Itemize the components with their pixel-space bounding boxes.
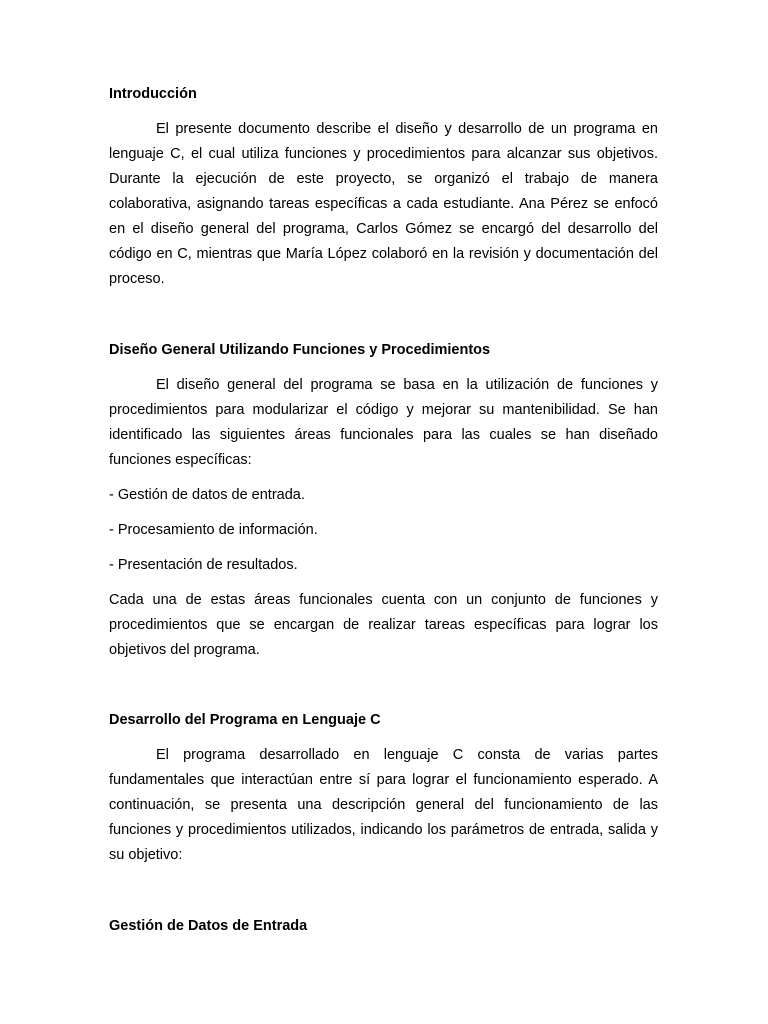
section-heading-desarrollo: Desarrollo del Programa en Lenguaje C: [109, 712, 381, 728]
list-item: - Procesamiento de información.: [109, 522, 318, 538]
list-item: - Gestión de datos de entrada.: [109, 487, 305, 503]
development-paragraph: El programa desarrollado en lenguaje C consta de varias partes fundamentales que interactúan entre sí para lograr el funcionamiento esperado. A continuación, se presenta una descripción general del funcionamiento de las funciones y procedimientos utilizados, indicando los parámetros de entrada, salida y su objetivo:: [109, 747, 658, 863]
design-paragraph: El diseño general del programa se basa en la utilización de funciones y procedimientos para modularizar el código y mejorar su mantenibilidad. Se han identificado las siguientes áreas funcionales para las cuales se han diseñado funciones específicas:: [109, 377, 658, 468]
design-closing-paragraph: Cada una de estas áreas funcionales cuenta con un conjunto de funciones y procedimientos que se encargan de realizar tareas específicas para lograr los objetivos del programa.: [109, 592, 658, 658]
intro-paragraph: El presente documento describe el diseño y desarrollo de un programa en lenguaje C, el cual utiliza funciones y procedimientos para alcanzar sus objetivos. Durante la ejecución de este proyecto, se organizó el trabajo de manera colaborativa, asignando tareas específicas a cada estudiante. Ana Pérez se enfocó en el diseño general del programa, Carlos Gómez se encargó del desarrollo del código en C, mientras que María López colaboró en la revisión y documentación del proceso.: [109, 121, 658, 287]
section-heading-diseno-general: Diseño General Utilizando Funciones y Procedimientos: [109, 342, 491, 358]
section-heading-introduccion: Introducción: [109, 86, 197, 102]
list-item: - Presentación de resultados.: [109, 557, 298, 573]
section-heading-gestion-datos-entrada: Gestión de Datos de Entrada: [109, 918, 308, 934]
